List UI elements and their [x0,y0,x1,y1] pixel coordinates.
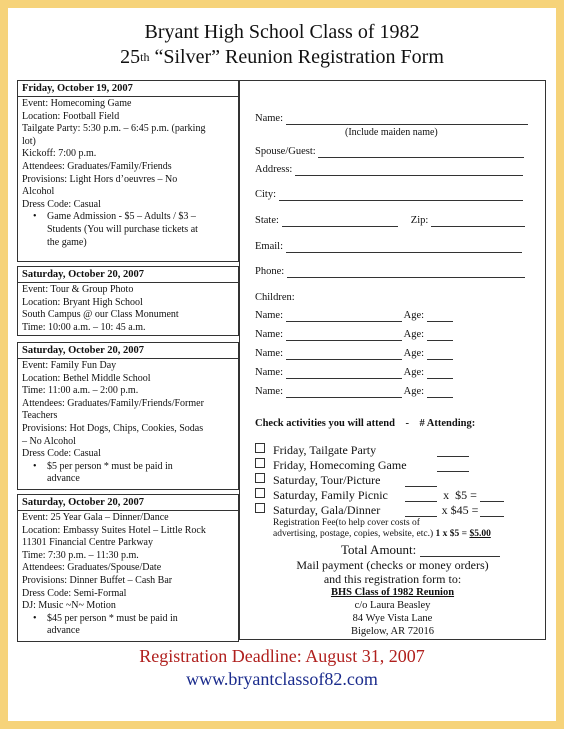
activity-checkbox[interactable] [255,488,265,498]
event-line: Location: Bryant High School [22,296,143,308]
event-schedule [17,80,239,712]
activities-heading: Check activities you will attend - # Attending: [255,418,476,429]
child-age-label: Age: [403,329,425,340]
fee-amount: $5.00 [469,529,491,539]
fee-line-2 [273,529,491,540]
address-label: Address: [255,164,293,175]
child-age-label: Age: [403,386,425,397]
registration-deadline: Registration Deadline: August 31, 2007 [139,646,425,666]
child-name-label: Name: [255,310,283,321]
attending-field[interactable] [405,476,437,487]
phone-label: Phone: [255,266,285,277]
bullet-line: advance [47,625,80,637]
event-line: Event: 25 Year Gala – Dinner/Dance [22,512,169,523]
fee-desc: advertising, postage, copies, website, etc.) [273,529,434,539]
event-line: Tailgate Party: 5:30 p.m. – 6:45 p.m. (parking [22,123,206,135]
registration-form [239,80,546,640]
state-label: State: [255,215,279,226]
activity-tailgate [255,443,469,457]
gala-total-field[interactable] [480,506,504,517]
bullet-line: the game) [47,236,87,248]
state-zip-row [255,214,525,227]
event-line: – No Alcohol [22,435,76,447]
event-line: Event: Homecoming Game [22,98,132,109]
bullet-item [33,211,234,249]
event-line: South Campus @ our Class Monument [22,309,179,321]
activity-checkbox[interactable] [255,473,265,483]
bullet-line: $45 per person * must be paid in [47,612,178,624]
page-title: Bryant High School Class of 1982 [144,21,420,43]
event-line: Alcohol [22,186,55,198]
phone-row [255,265,525,278]
event-details [18,359,238,488]
event-line: Location: Bethel Middle School [22,372,151,384]
email-field[interactable] [286,241,522,253]
email-label: Email: [255,241,283,252]
city-row [255,188,523,201]
attending-field[interactable] [405,491,437,502]
mail-co: c/o Laura Beasley [354,600,431,611]
event-heading: Friday, October 19, 2007 [18,81,238,97]
event-line: 11301 Financial Centre Parkway [22,537,153,549]
child-row [255,328,453,341]
gala-price: x $45 = [441,503,479,517]
activity-checkbox[interactable] [255,503,265,513]
total-field[interactable] [420,544,500,557]
child-age-field[interactable] [427,348,453,360]
event-details [18,283,238,336]
bullet-item [33,461,234,486]
activity-homecoming [255,458,469,472]
event-line: Location: Embassy Suites Hotel – Little Rock [22,524,206,536]
event-line: Kickoff: 7:00 p.m. [22,148,97,160]
child-name-label: Name: [255,348,283,359]
child-name-field[interactable] [286,367,402,379]
form-page [8,8,556,721]
subtitle-text: “Silver” Reunion Registration Form [149,46,444,68]
activity-label: Saturday, Family Picnic [273,488,388,502]
child-name-field[interactable] [286,310,402,322]
event-tour [17,266,239,336]
bullet-icon: • [33,211,37,223]
event-line: lot) [22,135,36,147]
address-field[interactable] [295,164,523,176]
child-age-label: Age: [403,367,425,378]
bullet-text [47,211,198,249]
event-line: Event: Family Fun Day [22,360,117,371]
event-line: Time: 11:00 a.m. – 2:00 p.m. [22,385,139,397]
bullet-item [33,613,234,638]
event-line: Dress Code: Semi-Formal [22,587,127,599]
event-line: Provisions: Dinner Buffet – Cash Bar [22,574,173,586]
event-gala [17,494,239,642]
child-row [255,385,453,398]
event-details [18,97,238,251]
fee-calc: 1 x $5 = [435,529,468,539]
event-line: Attendees: Graduates/Spouse/Date [22,562,162,574]
subtitle-ordinal: th [140,50,150,64]
children-label: Children: [255,292,295,303]
event-family-fun-day [17,342,239,490]
child-age-field[interactable] [427,329,453,341]
bullet-icon: • [33,460,37,472]
event-details [18,511,238,640]
child-name-field[interactable] [286,348,402,360]
bullet-line: $5 per person * must be paid in [47,460,173,472]
email-row [255,240,522,253]
city-label: City: [255,189,277,200]
bullet-text [47,613,178,638]
bullet-icon: • [33,612,37,624]
city-field[interactable] [279,189,523,201]
event-friday [17,80,239,262]
total-row [341,542,500,557]
fee-line-1: Registration Fee(to help cover costs of [273,518,420,528]
event-line: Dress Code: Casual [22,448,101,460]
mail-city: Bigelow, AR 72016 [350,626,435,637]
state-field[interactable] [282,215,398,227]
attending-field[interactable] [437,461,469,472]
name-label: Name: [255,113,283,124]
activity-label: Saturday, Gala/Dinner [273,503,381,517]
child-age-field[interactable] [427,386,453,398]
child-name-field[interactable] [286,386,402,398]
spouse-label: Spouse/Guest: [255,146,316,157]
page-subtitle [8,46,556,70]
name-row [255,112,528,125]
event-line: Time: 7:30 p.m. – 11:30 p.m. [22,549,139,561]
child-name-field[interactable] [286,329,402,341]
child-name-label: Name: [255,386,283,397]
event-line: Teachers [22,410,58,422]
activity-tour [255,473,437,487]
event-line: Time: 10:00 a.m. – 10: 45 a.m. [22,321,146,333]
spouse-row [255,145,524,158]
mail-line-2: and this registration form to: [323,572,462,586]
subtitle-number: 25 [120,46,141,68]
event-line: Provisions: Light Hors d’oeuvres – No [22,173,178,185]
event-heading: Saturday, October 20, 2007 [18,267,238,283]
event-line: Attendees: Graduates/Family/Friends/Former [22,397,204,409]
child-row [255,309,453,322]
website-link[interactable]: www.bryantclassof82.com [186,669,378,689]
activity-label: Friday, Homecoming Game [273,458,407,472]
child-age-label: Age: [403,310,425,321]
child-age-field[interactable] [427,367,453,379]
child-name-label: Name: [255,367,283,378]
name-field[interactable] [286,113,528,125]
attending-field[interactable] [437,446,469,457]
mail-street: 84 Wye Vista Lane [352,613,433,624]
activity-label: Saturday, Tour/Picture [273,473,381,487]
spouse-field[interactable] [318,146,524,158]
event-line: Provisions: Hot Dogs, Chips, Cookies, Sodas [22,422,204,434]
child-age-field[interactable] [427,310,453,322]
event-line: Location: Football Field [22,110,120,122]
mail-line-1: Mail payment (checks or money orders) [296,558,489,572]
event-line: Dress Code: Casual [22,198,101,210]
total-label: Total Amount: [341,542,417,557]
picnic-price: x $5 = [443,488,477,502]
attending-field[interactable] [405,506,437,517]
activity-label: Friday, Tailgate Party [273,443,377,457]
activity-picnic [255,488,504,502]
phone-field[interactable] [287,266,525,278]
zip-label: Zip: [410,215,429,226]
activity-gala [255,503,504,517]
child-age-label: Age: [403,348,425,359]
address-row [255,163,523,176]
event-heading: Saturday, October 20, 2007 [18,343,238,359]
child-row [255,366,453,379]
activity-checkbox[interactable] [255,458,265,468]
child-name-label: Name: [255,329,283,340]
zip-field[interactable] [431,215,525,227]
mail-org: BHS Class of 1982 Reunion [330,587,455,598]
activity-checkbox[interactable] [255,443,265,453]
bullet-line: Students (You will purchase tickets at [47,223,198,235]
event-heading: Saturday, October 20, 2007 [18,495,238,511]
bullet-line: advance [47,473,80,485]
bullet-text [47,461,173,486]
picnic-total-field[interactable] [480,491,504,502]
bullet-line: Game Admission - $5 – Adults / $3 – [47,211,196,223]
name-hint: (Include maiden name) [345,127,438,138]
event-line: Attendees: Graduates/Family/Friends [22,160,172,172]
child-row [255,347,453,360]
event-line: Event: Tour & Group Photo [22,284,134,295]
event-line: DJ: Music ~N~ Motion [22,600,116,612]
